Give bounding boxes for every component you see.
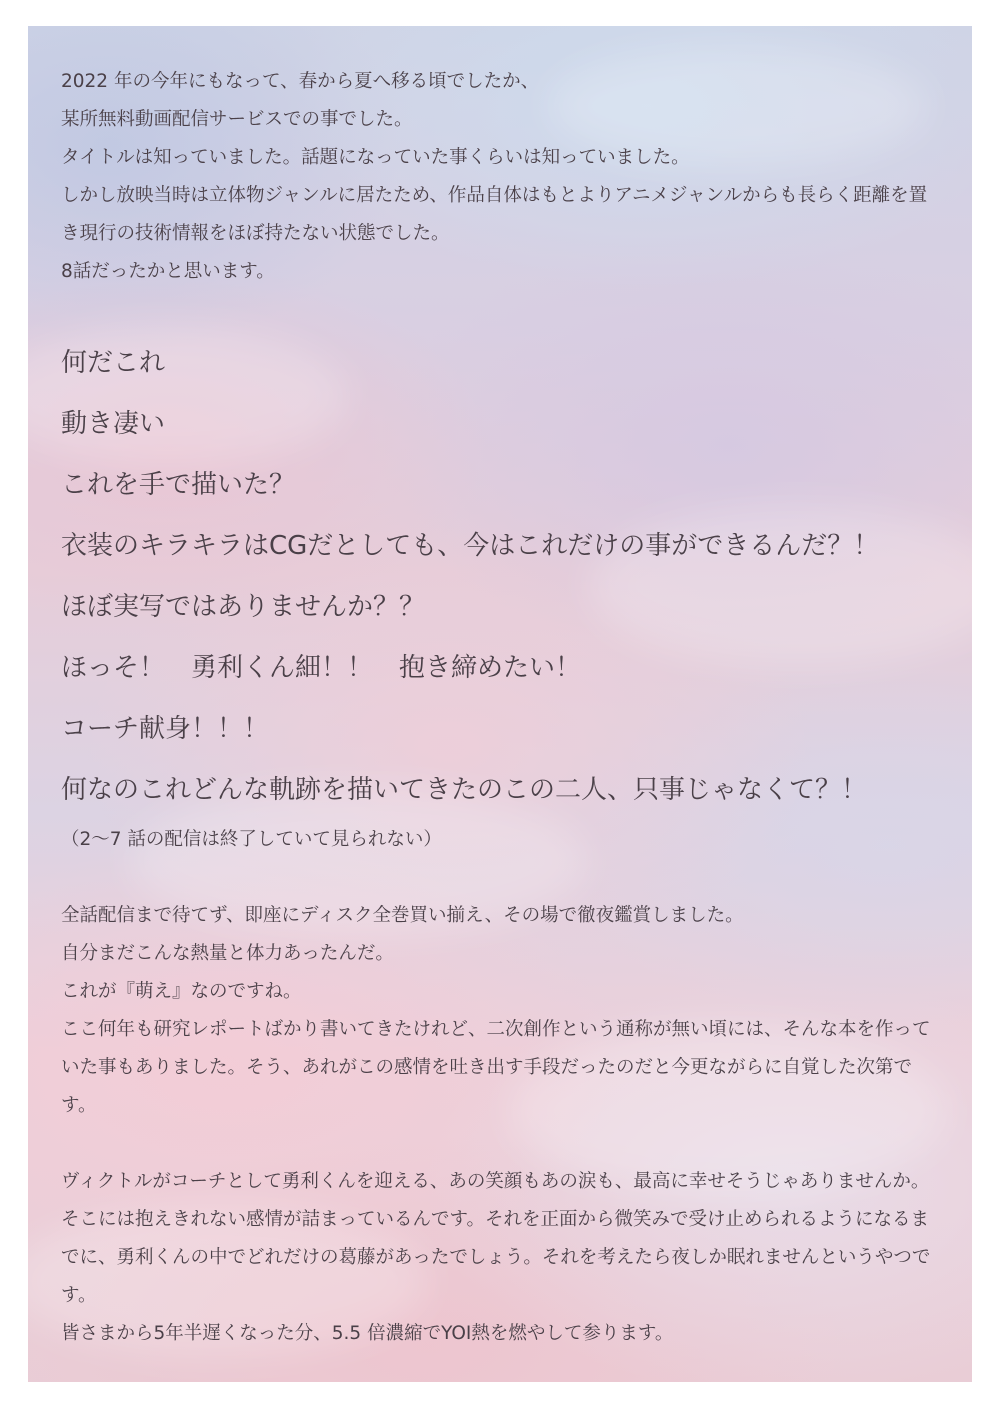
reaction-line: ほぼ実写ではありませんか？？ (61, 592, 426, 622)
body-paragraph: ここ何年も研究レポートばかり書いてきたけれど、二次創作という通称が無い頃には、そんな本を作っていた事もありました。そう、あれがこの感情を吐き出す手段だったのだと今更ながらに自覚した次第です。 (61, 1019, 931, 1116)
body-line: これが『萌え』なのですね。 (61, 981, 302, 1002)
reaction-line: これを手で描いた？ (61, 470, 296, 500)
spacer (61, 859, 941, 897)
essay-text (61, 63, 941, 1353)
intro-line: 2022 年の今年にもなって、春から夏へ移る頃でしたか、 (61, 71, 540, 92)
reaction-line: コーチ献身！！！ (61, 714, 270, 744)
reaction-line: 何なのこれどんな軌跡を描いてきたのこの二人、只事じゃなくて？！ (61, 775, 868, 805)
body-paragraph: ヴィクトルがコーチとして勇利くんを迎える、あの笑顔もあの涙も、最高に幸せそうじゃありませんか。そこには抱えきれない感情が詰まっているんです。それを正面から微笑みで受け止められるようになるまでに、勇利くんの中でどれだけの葛藤があったでしょう。それを考えたら夜しか眠れませんというやつです。 (61, 1171, 931, 1306)
intro-line: 8話だったかと思います。 (61, 261, 275, 282)
intro-paragraph: しかし放映当時は立体物ジャンルに居たため、作品自体はもとよりアニメジャンルからも長らく距離を置き現行の技術情報をほぼ持たない状態でした。 (61, 185, 928, 244)
sky-background-panel (28, 26, 972, 1382)
closing-line: 皆さまから5年半遅くなった分、5.5 倍濃縮でYOI熱を燃やして参ります。 (61, 1323, 674, 1344)
reaction-line: ほっそ！ 勇利くん細！！ 抱き締めたい！ (61, 653, 582, 683)
body-line: 自分まだこんな熱量と体力あったんだ。 (61, 943, 394, 964)
spacer (61, 1125, 941, 1163)
intro-line: タイトルは知っていました。話題になっていた事くらいは知っていました。 (61, 147, 690, 168)
reaction-line: 動き凄い (61, 409, 166, 439)
spacer (61, 291, 941, 329)
intro-line: 某所無料動画配信サービスでの事でした。 (61, 109, 413, 130)
parenthetical-note: （2～7 話の配信は終了していて見られない） (61, 829, 442, 850)
reaction-line: 何だこれ (61, 348, 166, 378)
body-line: 全話配信まで待てず、即座にディスク全巻買い揃え、その場で徹夜鑑賞しました。 (61, 905, 744, 926)
reaction-line: 衣装のキラキラはCGだとしても、今はこれだけの事ができるんだ？！ (61, 531, 880, 561)
